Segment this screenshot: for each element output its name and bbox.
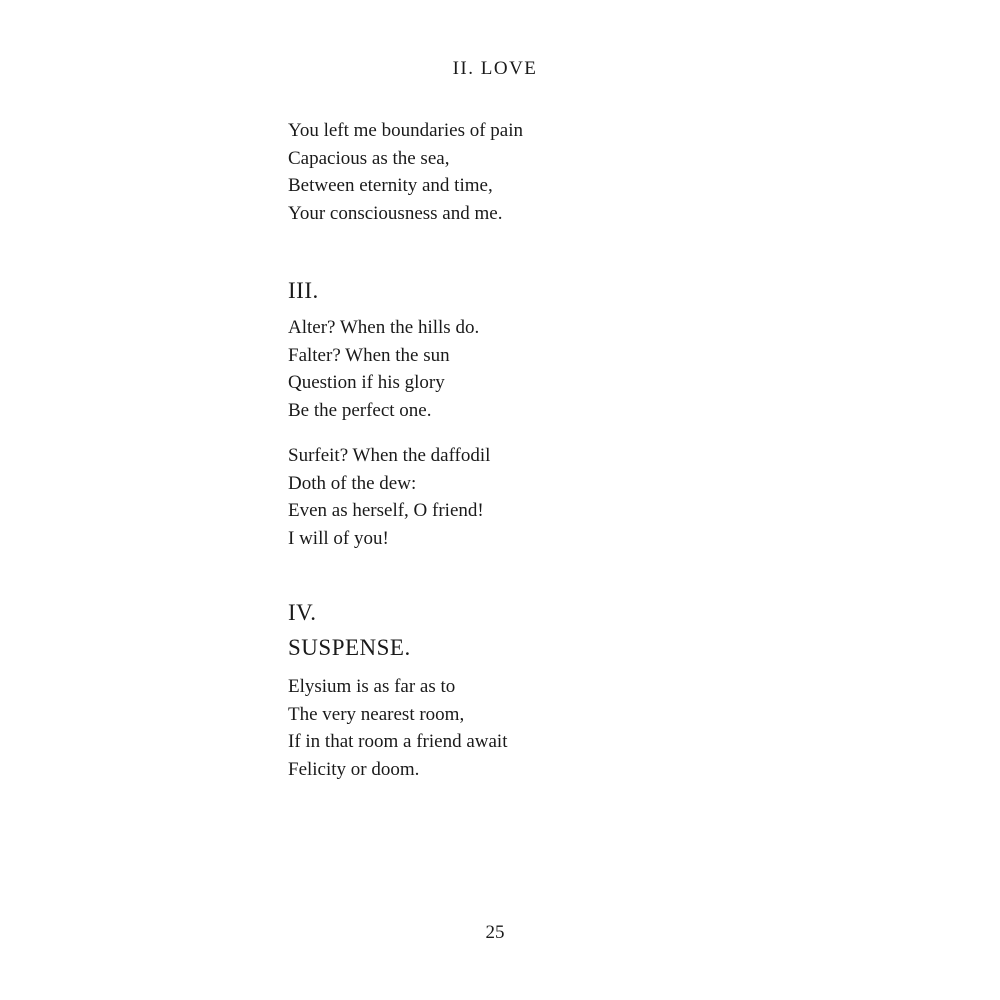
poem-line: You left me boundaries of pain <box>288 120 524 141</box>
poem-line: Felicity or doom. <box>288 759 420 781</box>
section-title: SUSPENSE. <box>288 635 411 660</box>
stanza-4 <box>288 673 708 784</box>
page-number: 25 <box>485 922 505 943</box>
poem-line: The very nearest room, <box>288 703 465 725</box>
poem-line: Alter? When the hills do. <box>288 317 480 338</box>
poem-line: Question if his glory <box>288 372 445 394</box>
poem-line: Between eternity and time, <box>288 175 493 197</box>
section-heading-4 <box>288 600 708 626</box>
poem-line: Doth of the dew: <box>288 472 417 494</box>
poem-line: If in that room a friend await <box>288 731 508 753</box>
poem-line: Your consciousness and me. <box>288 203 503 225</box>
poem-line: Falter? When the sun <box>288 344 450 366</box>
poem-line: Elysium is as far as to <box>288 676 456 697</box>
poem-line: Capacious as the sea, <box>288 147 450 169</box>
section-title-4 <box>288 635 708 661</box>
section-heading-3 <box>288 278 708 304</box>
poem-line: I will of you! <box>288 528 389 550</box>
stanza-3-1 <box>288 314 708 425</box>
section-number: IV. <box>288 600 317 625</box>
section-number: III. <box>288 278 319 303</box>
poem-line: Even as herself, O friend! <box>288 500 484 522</box>
poem-line: Surfeit? When the daffodil <box>288 445 491 466</box>
stanza-3-2 <box>288 442 708 553</box>
poem-line: Be the perfect one. <box>288 400 432 422</box>
intro-stanza <box>288 117 708 228</box>
running-head: II. LOVE <box>452 58 538 79</box>
